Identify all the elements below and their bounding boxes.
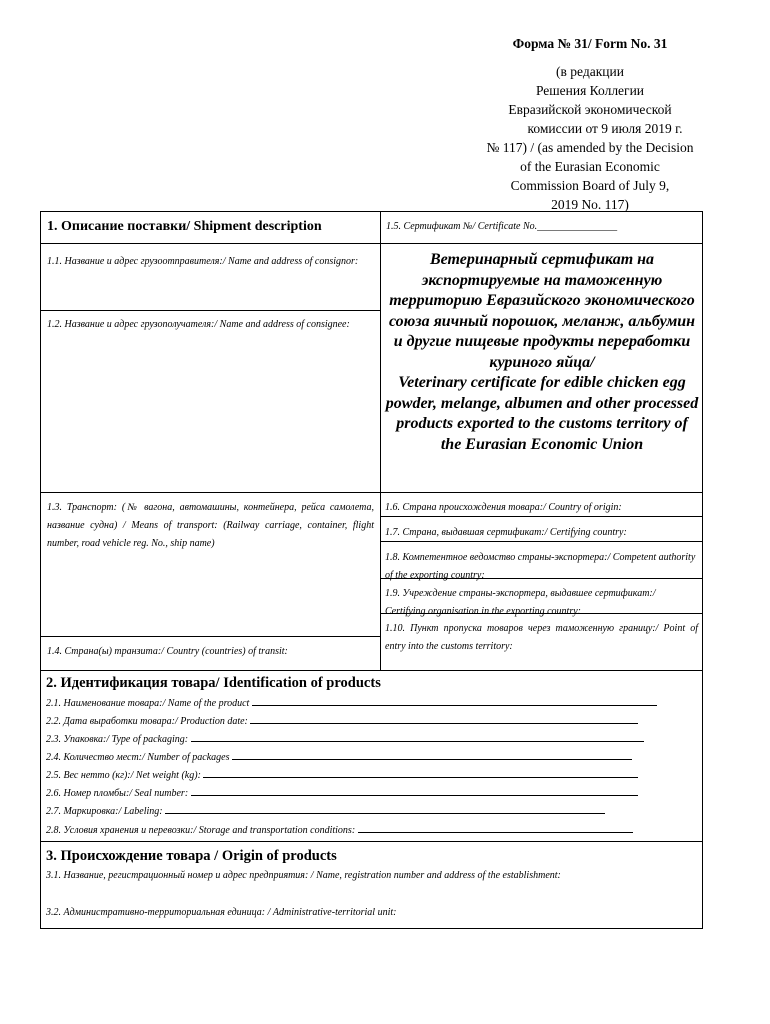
fill-line — [250, 715, 638, 724]
field-2-4-label: 2.4. Количество мест:/ Number of packages — [46, 752, 230, 763]
field-1-7-label: 1.7. Страна, выдавшая сертификат:/ Certifying country: — [385, 527, 627, 538]
field-1-4-label: 1.4. Страна(ы) транзита:/ Country (countries) of transit: — [47, 646, 288, 657]
fill-line — [191, 787, 638, 796]
field-1-5[interactable] — [380, 211, 703, 244]
field-2-7-label: 2.7. Маркировка:/ Labeling: — [46, 806, 163, 817]
field-3-1[interactable]: 3.1. Название, регистрационный номер и адрес предприятия: / Name, registration number and address of the establishment: — [46, 870, 561, 881]
fill-line — [203, 769, 638, 778]
note-line: of the Eurasian Economic — [520, 159, 660, 174]
form-number: Форма № 31/ Form No. 31 — [512, 36, 668, 51]
field-1-2-label: 1.2. Название и адрес грузополучателя:/ Name and address of consignee: — [47, 319, 350, 330]
field-2-2[interactable] — [46, 715, 638, 727]
fill-line — [358, 824, 633, 833]
field-1-4[interactable] — [40, 636, 381, 671]
field-1-3-label: 1.3. Транспорт: (№ вагона, автомашины, контейнера, рейса самолета, название судна) / Means of transport: (Railway carriage, container, flight number, road vehicle reg. No., ship name) — [47, 502, 374, 549]
fill-line — [232, 751, 632, 760]
note-line: № 117) / (as amended by the Decision — [486, 140, 694, 155]
note-line: комиссии от 9 июля 2019 г. — [527, 121, 683, 136]
field-2-4[interactable] — [46, 751, 632, 763]
field-2-7[interactable] — [46, 805, 605, 817]
amendment-note — [460, 62, 720, 214]
field-2-8[interactable] — [46, 824, 633, 836]
field-2-6[interactable] — [46, 787, 638, 799]
note-line: Решения Коллегии — [535, 83, 645, 98]
note-line: 2019 No. 117) — [551, 197, 629, 212]
field-1-7[interactable] — [380, 516, 703, 542]
certificate-title-en: Veterinary certificate for edible chicken egg powder, melange, albumen and other processed products exported to the customs territory of the Eurasian Economic Union — [385, 374, 699, 453]
field-1-10-label: 1.10. Пункт пропуска товаров через таможенную границу:/ Point of entry into the customs territory: — [385, 623, 698, 652]
note-line: (в редакции — [556, 64, 624, 79]
field-1-6[interactable] — [380, 492, 703, 517]
field-1-9-label: 1.9. Учреждение страны-экспортера, выдавшее сертификат:/ Certifying organisation in the exporting country: — [385, 588, 656, 617]
field-1-3[interactable] — [40, 492, 381, 637]
field-3-2[interactable]: 3.2. Административно-территориальная единица: / Administrative-territorial unit: — [46, 907, 397, 918]
field-1-8[interactable] — [380, 541, 703, 579]
field-1-1-label: 1.1. Название и адрес грузоотправителя:/ Name and address of consignor: — [47, 256, 359, 267]
note-line: Commission Board of July 9, — [510, 178, 670, 193]
fill-line — [252, 697, 657, 706]
section1-title: 1. Описание поставки/ Shipment description — [47, 219, 322, 234]
field-1-6-label: 1.6. Страна происхождения товара:/ Country of origin: — [385, 502, 622, 513]
field-2-3[interactable] — [46, 733, 644, 745]
field-2-8-label: 2.8. Условия хранения и перевозки:/ Storage and transportation conditions: — [46, 825, 356, 836]
section3-title: 3. Происхождение товара / Origin of products — [46, 848, 337, 864]
note-line: Евразийской экономической — [508, 102, 672, 117]
field-2-1[interactable] — [46, 697, 657, 709]
field-2-1-label: 2.1. Наименование товара:/ Name of the product — [46, 698, 250, 709]
field-2-5-label: 2.5. Вес нетто (кг):/ Net weight (kg): — [46, 770, 201, 781]
field-1-5-label: 1.5. Сертификат №/ Certificate No.________________ — [386, 221, 618, 232]
field-1-9[interactable] — [380, 578, 703, 617]
field-2-3-label: 2.3. Упаковка:/ Type of packaging: — [46, 734, 189, 745]
field-2-6-label: 2.6. Номер пломбы:/ Seal number: — [46, 788, 189, 799]
field-1-10[interactable] — [380, 613, 703, 671]
fill-line — [165, 805, 605, 814]
field-1-8-label: 1.8. Компетентное ведомство страны-экспортера:/ Competent authority of the exporting country: — [385, 552, 696, 581]
field-2-5[interactable] — [46, 769, 638, 781]
field-2-2-label: 2.2. Дата выработки товара:/ Production date: — [46, 716, 248, 727]
fill-line — [191, 733, 644, 742]
section1-title-cell — [40, 211, 381, 244]
certificate-title — [385, 250, 699, 455]
field-1-1[interactable] — [40, 243, 381, 311]
field-1-2[interactable] — [40, 310, 381, 493]
certificate-title-ru: Ветеринарный сертификат на экспортируемые на таможенную территорию Евразийского экономического союза яичный порошок, меланж, альбумин и другие пищевые продукты переработки куриного яйца/ — [388, 251, 696, 371]
section2-title: 2. Идентификация товара/ Identification of products — [46, 675, 381, 691]
